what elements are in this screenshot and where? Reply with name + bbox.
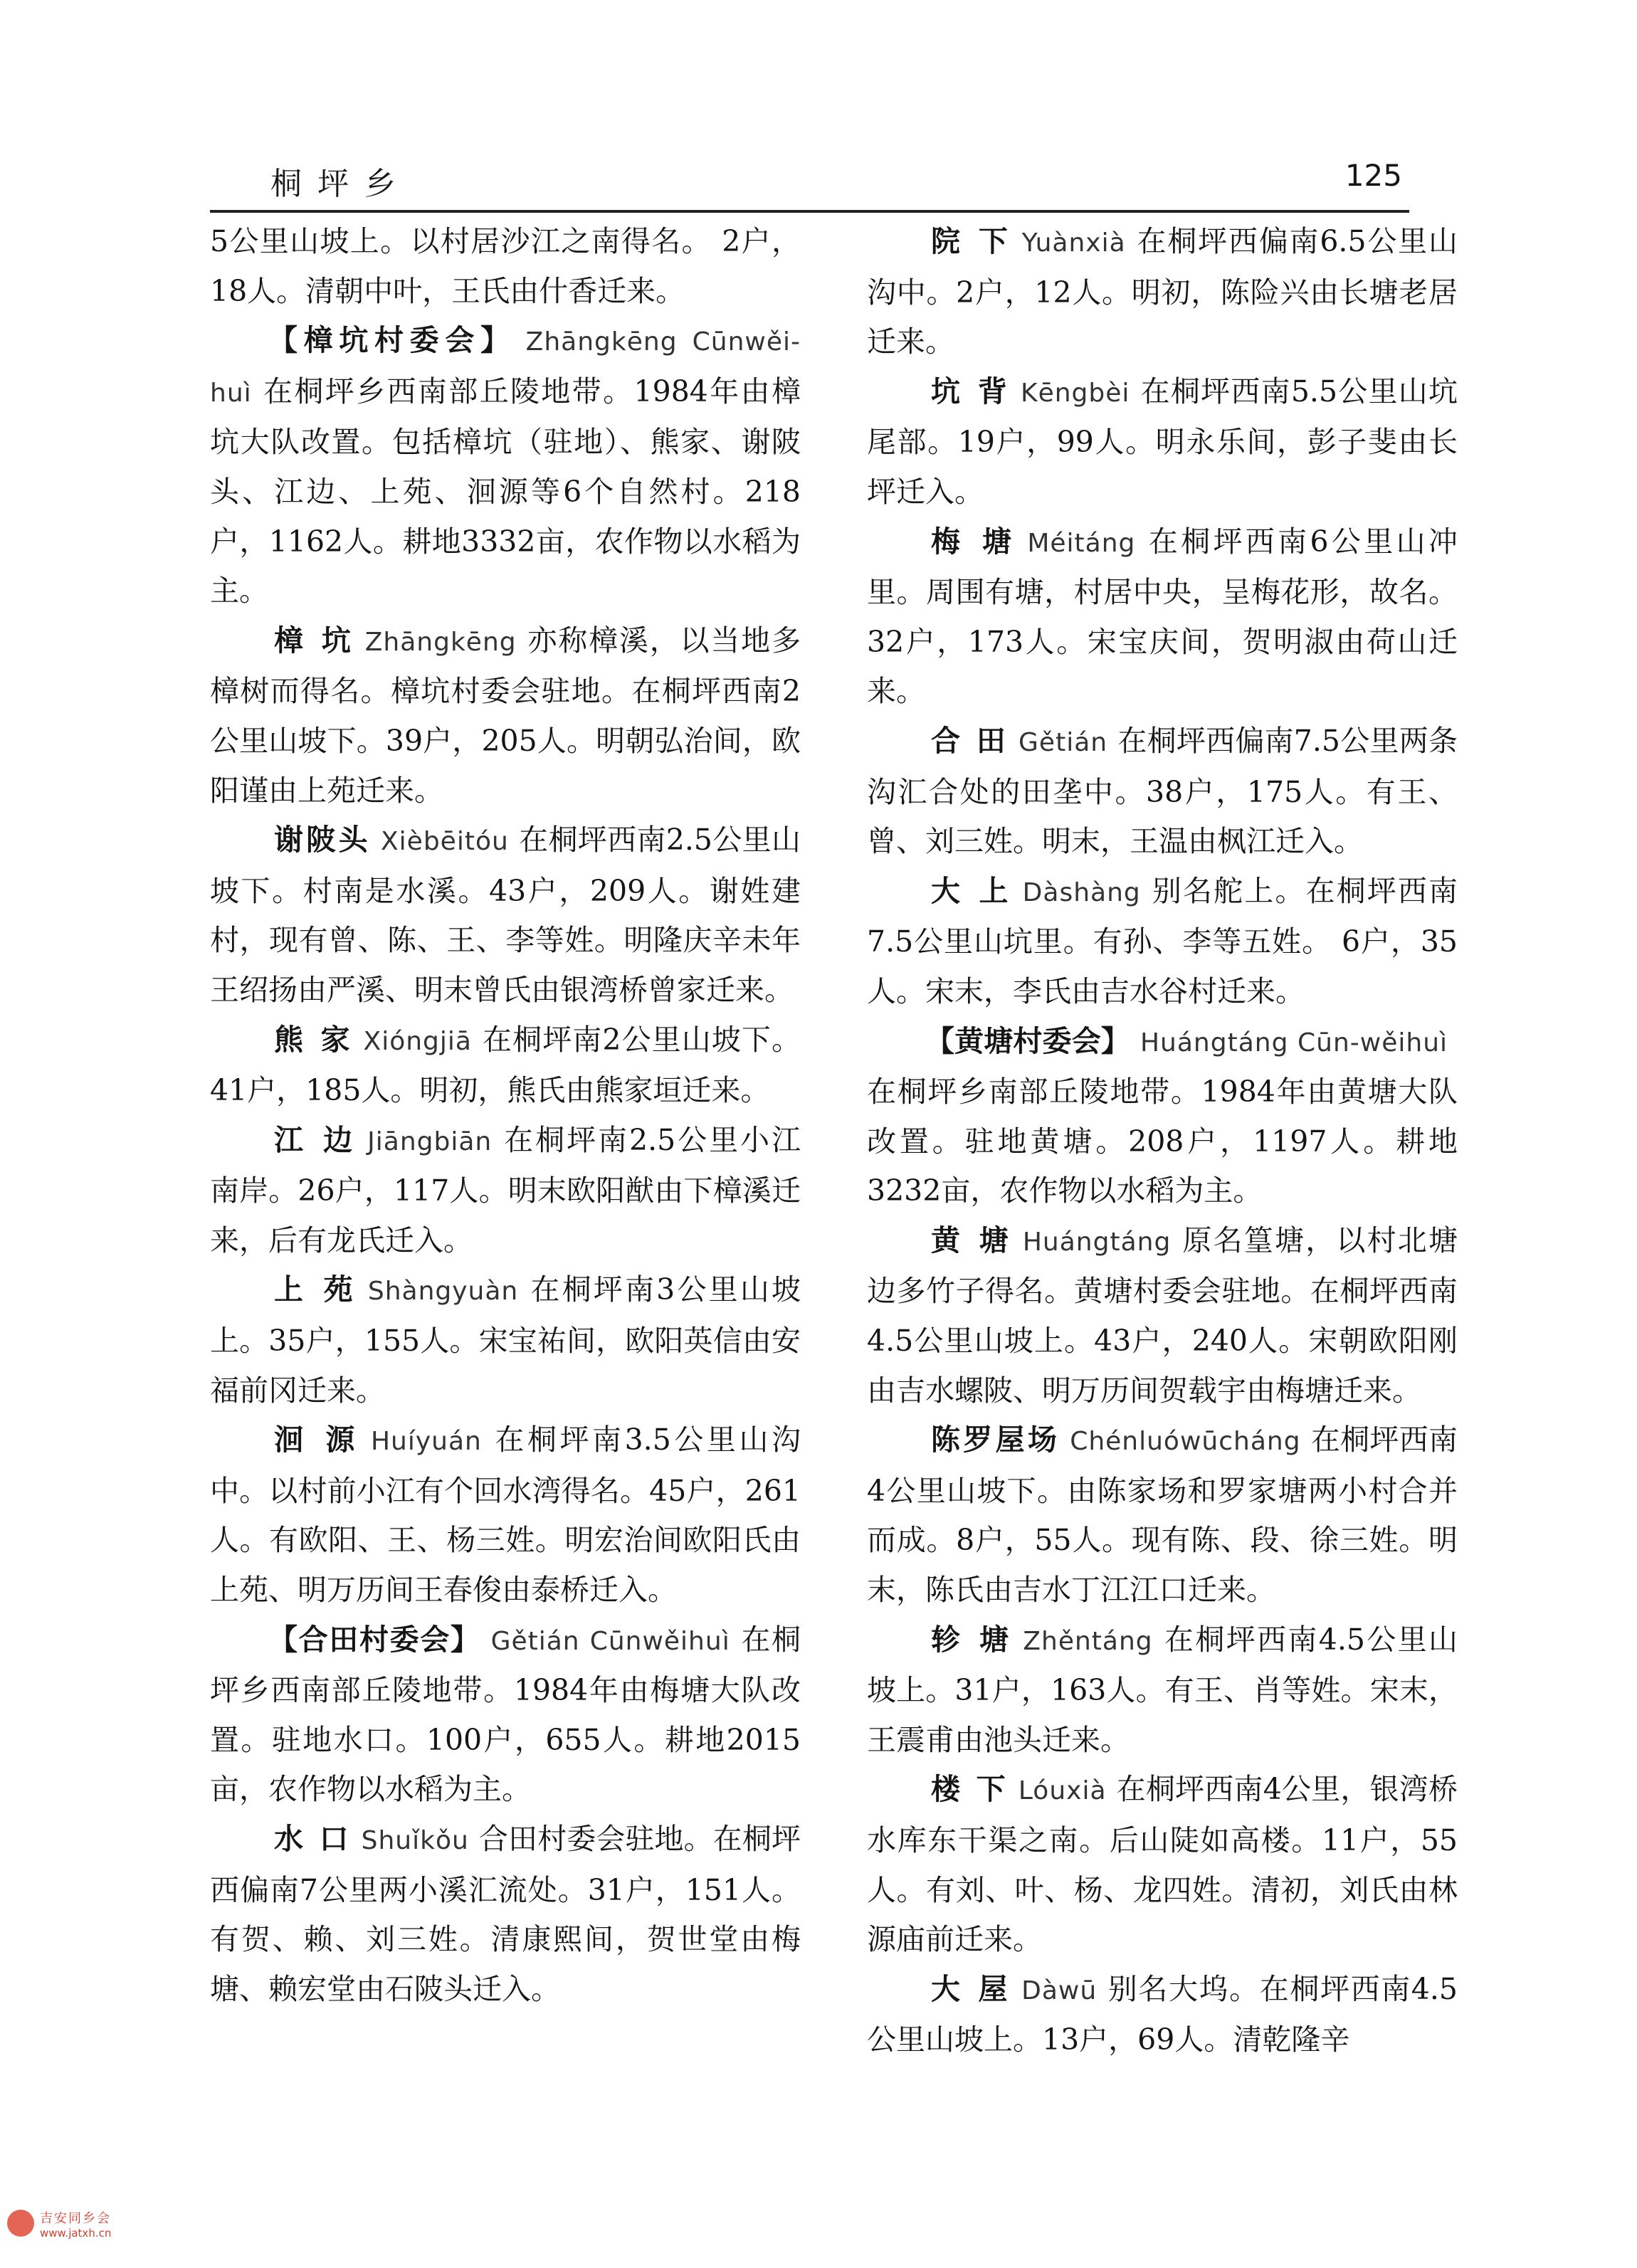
entry-text: 在桐坪西偏南7.5公里两条沟汇合处的田垄中。38户，175人。有王、曾、刘三姓。明末，王温由枫江迁入。 [867,723,1458,859]
entry-headword: 轸 塘 [931,1622,1014,1657]
entry-headword: 江 边 [274,1122,358,1157]
entry-headword: 陈罗屋场 [931,1423,1060,1457]
entry-pinyin: Gětián [1018,727,1108,757]
entry-text: 在桐坪西南6公里山冲里。周围有塘，村居中央，呈梅花形，故名。32户，173人。宋宝庆间，贺明淑由荷山迁来。 [867,524,1458,709]
entry-text: 在桐坪西南4公里山坡下。由陈家场和罗家塘两小村合并而成。8户，55人。现有陈、段、徐三姓。明末，陈氏由吉水丁江江口迁来。 [867,1423,1458,1608]
village-entry [867,1615,1458,1766]
village-entry [210,616,801,816]
entry-pinyin: Yuànxià [1021,228,1126,258]
entry-headword: 【樟坑村委会】 [268,323,516,358]
village-entry [867,1415,1458,1615]
entry-pinyin: Dàwū [1021,1976,1098,2005]
watermark-logo [4,2205,161,2248]
header-rule [210,210,1409,213]
entry-headword: 【合田村委会】 [268,1622,481,1657]
village-entry [210,1016,801,1116]
entry-pinyin: Dàshàng [1022,877,1141,907]
entry-text: 别名大坞。在桐坪西南4.5公里山坡上。13户，69人。清乾隆辛 [867,1971,1458,2057]
entry-text: 原名篁塘，以村北塘边多竹子得名。黄塘村委会驻地。在桐坪西南4.5公里山坡上。43户，240人。宋朝欧阳刚由吉水螺陂、明万历间贺载宇由梅塘迁来。 [867,1223,1458,1408]
entry-text: 在桐坪西南2.5公里山坡下。村南是水溪。43户，209人。谢姓建村，现有曾、陈、王、李等姓。明隆庆辛未年王绍扬由严溪、明末曾氏由银湾桥曾家迁来。 [210,823,801,1007]
village-entry [210,1815,801,2014]
header-title: 桐坪乡 [270,166,411,202]
entry-headword: 熊 家 [274,1022,354,1057]
entry-text: 亦称樟溪，以当地多樟树而得名。樟坑村委会驻地。在桐坪西南2公里山坡下。39户，205人。明朝弘治间，欧阳谨由上苑迁来。 [210,623,801,808]
entry-headword: 上 苑 [274,1272,358,1307]
entry-headword: 樟 坑 [274,623,355,658]
entry-text: 合田村委会驻地。在桐坪西偏南7公里两小溪汇流处。31户，151人。有贺、赖、刘三姓。清康熙间，贺世堂由梅塘、赖宏堂由石陂头迁入。 [210,1822,801,2006]
village-entry [210,816,801,1015]
entry-pinyin: Jiāngbiān [367,1127,493,1156]
entry-text: 在桐坪乡南部丘陵地带。1984年由黄塘大队改置。驻地黄塘。208户，1197人。耕地3232亩，农作物以水稻为主。 [867,1075,1458,1208]
entry-text: 在桐坪乡西南部丘陵地带。1984年由梅塘大队改置。驻地水口。100户，655人。耕地2015亩，农作物以水稻为主。 [210,1622,801,1807]
committee-entry [210,1615,801,1815]
village-entry [867,367,1458,517]
entry-pinyin: Huíyuán [370,1427,482,1457]
entry-pinyin: Lóuxià [1018,1776,1107,1806]
village-entry [867,867,1458,1017]
running-header [214,158,1402,208]
entry-headword: 大 上 [931,873,1013,908]
village-entry [867,517,1458,717]
entry-text: 在桐坪南2.5公里小江南岸。26户，117人。明末欧阳猷由下樟溪迁来，后有龙氏迁入。 [210,1122,801,1257]
committee-entry [867,1017,1458,1216]
village-entry [210,1415,801,1615]
village-entry [867,1765,1458,1964]
entry-pinyin: Méitáng [1027,528,1136,558]
entry-text: 在桐坪南3.5公里山沟中。以村前小江有个回水湾得名。45户，261人。有欧阳、王、杨三姓。明宏治间欧阳氏由上苑、明万历间王春俊由泰桥迁入。 [210,1423,801,1608]
right-column [867,217,1458,2065]
entry-headword: 洄 源 [274,1423,361,1457]
watermark-emblem-icon [7,2210,34,2237]
watermark-line2: www.jatxh.cn [40,2227,112,2240]
entry-pinyin: Zhāngkēng Cūnwěi-huì [210,327,801,408]
entry-pinyin: Shuǐkǒu [361,1826,469,1855]
entry-pinyin: Zhāngkēng [364,627,517,657]
entry-headword: 梅 塘 [931,524,1018,559]
entry-pinyin: Huángtáng [1022,1227,1172,1257]
entry-text: 在桐坪西偏南6.5公里山沟中。2户，12人。明初，陈险兴由长塘老居迁来。 [867,224,1458,359]
page-number: 125 [1344,158,1402,193]
village-entry [867,217,1458,367]
entry-pinyin: Shàngyuàn [367,1277,519,1307]
entry-pinyin: Huángtáng Cūn-wěihuì [1139,1028,1448,1057]
entry-text: 别名舵上。在桐坪西南7.5公里山坑里。有孙、李等五姓。 6户，35人。宋末，李氏由吉水谷村迁来。 [867,873,1458,1008]
entry-text: 5公里山坡上。以村居沙江之南得名。 2户，18人。清朝中叶，王氏由什香迁来。 [210,224,801,308]
entry-pinyin: Xièbēitóu [381,827,509,857]
entry-pinyin: Gětián Cūnwěihuì [490,1626,730,1656]
entry-headword: 黄 塘 [931,1223,1013,1257]
entry-headword: 大 屋 [931,1971,1012,2006]
entry-text: 在桐坪南2公里山坡下。41户，185人。明初，熊氏由熊家垣迁来。 [210,1022,801,1108]
village-entry [210,1265,801,1415]
entry-headword: 院 下 [931,224,1012,258]
entry-headword: 【黄塘村委会】 [925,1023,1130,1058]
entry-headword: 坑 背 [931,374,1011,408]
entry-text: 在桐坪南3公里山坡上。35户，155人。宋宝祐间，欧阳英信由安福前冈迁来。 [210,1272,801,1408]
entry-headword: 楼 下 [931,1772,1009,1807]
village-entry [867,1216,1458,1415]
entry-text: 在桐坪乡西南部丘陵地带。1984年由樟坑大队改置。包括樟坑（驻地）、熊家、谢陂头、江边、上苑、洄源等6个自然村。218户，1162人。耕地3332亩，农作物以水稻为主。 [210,374,801,608]
entry-pinyin: Zhěntáng [1023,1626,1153,1656]
committee-entry [210,316,801,616]
entry-pinyin: Kēngbèi [1020,378,1130,408]
entry-pinyin: Chénluówūcháng [1070,1427,1301,1457]
village-entry [867,1965,1458,2065]
entry-text: 在桐坪西南5.5公里山坑尾部。19户，99人。明永乐间，彭子斐由长坪迁入。 [867,374,1458,509]
entry-headword: 合 田 [931,723,1009,758]
left-column [210,217,801,2014]
entry-text: 在桐坪西南4公里，银湾桥水库东干渠之南。后山陡如高楼。11户，55人。有刘、叶、杨、龙四姓。清初，刘氏由林源庙前迁来。 [867,1772,1458,1957]
entry-headword: 谢陂头 [274,823,372,858]
entry-pinyin: Xióngjiā [363,1026,472,1056]
entry-text: 在桐坪西南4.5公里山坡上。31户，163人。有王、肖等姓。宋末，王震甫由池头迁来。 [867,1622,1458,1757]
watermark-line1: 吉安同乡会 [40,2211,111,2226]
continued-text [210,217,801,316]
village-entry [867,717,1458,867]
village-entry [210,1116,801,1266]
entry-headword: 水 口 [274,1822,352,1856]
